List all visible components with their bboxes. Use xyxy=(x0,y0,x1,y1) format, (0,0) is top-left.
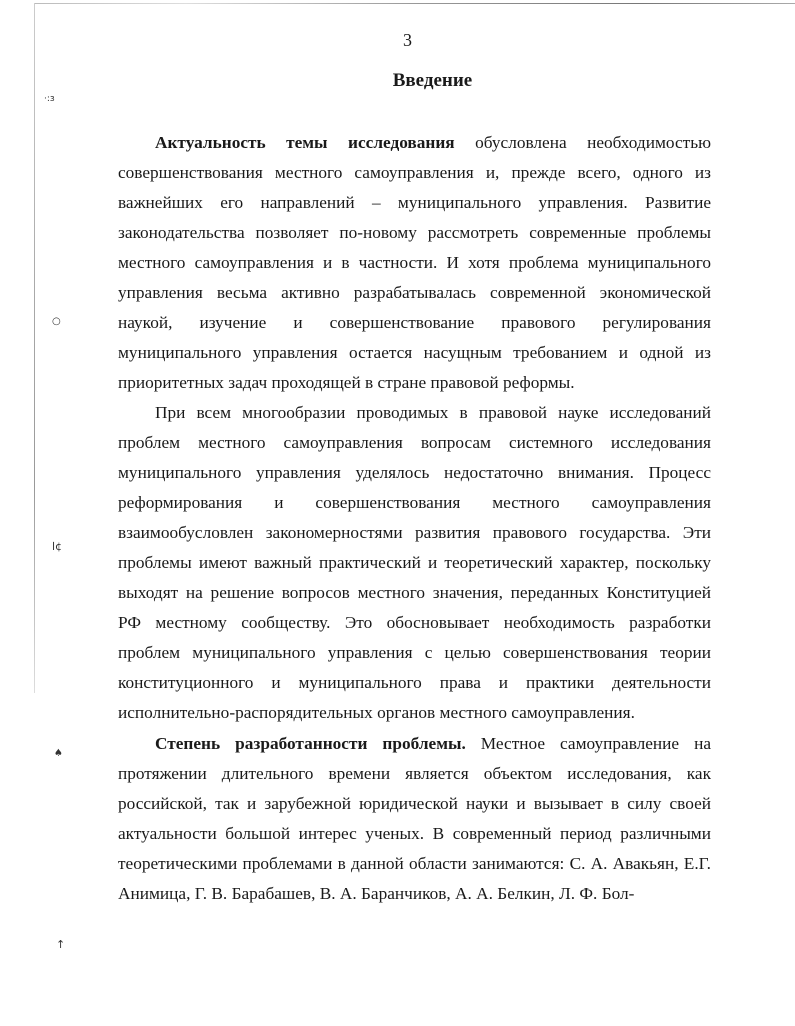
page-heading: Введение xyxy=(392,70,473,91)
paragraph-development-degree xyxy=(118,729,711,909)
paragraph-diversity xyxy=(118,398,711,728)
scan-artifact-mark: ↑ xyxy=(56,938,66,951)
scan-top-edge xyxy=(34,3,795,4)
paragraph-lead-development-degree: Степень разработанности проблемы. xyxy=(155,734,466,753)
scan-artifact-mark: ♠ xyxy=(54,748,63,759)
page-number: 3 xyxy=(403,30,412,50)
paragraph-text-diversity: При всем многообразии проводимых в правовой науке исследований проблем местного самоуправления вопросам системного исследования муниципального управления уделялось недостаточно внимания. Процесс реформирования и совершенствования местного самоуправления взаимообусловлен закономерностями развития правового государства. Эти проблемы имеют важный практический и теоретический характер, поскольку выходят на решение вопросов местного значения, переданных Конституцией РФ местному сообществу. Это обосновывает необходимость разработки проблем муниципального управления с целью совершенствования теории конституционного и муниципального права и практики деятельности исполнительно-распорядительных органов местного самоуправления. xyxy=(118,403,711,722)
scan-artifact-mark: ӏ¢ xyxy=(52,540,63,553)
paragraph-text-development-degree: Местное самоуправление на протяжении длительного времени является объектом исследования, как российской, так и зарубежной юридической науки и вызывает в силу своей актуальности большой интерес ученых. В современный период различными теоретическими проблемами в данной области занимаются: С. А. Авакьян, Е.Г. Анимица, Г. В. Барабашев, В. А. Баранчиков, А. А. Белкин, Л. Ф. Бол- xyxy=(118,734,712,903)
scan-artifact-mark: ·:з xyxy=(44,94,55,104)
paragraph-lead-relevance: Актуальность темы исследования xyxy=(155,133,455,152)
paragraph-relevance xyxy=(118,128,711,398)
paragraph-text-relevance: обусловлена необходимостью совершенствования местного самоуправления и, прежде всего, одного из важнейших его направлений – муниципального управления. Развитие законодательства позволяет по-новому рассмотреть современные проблемы местного самоуправления и в частности. И хотя проблема муниципального управления весьма активно разрабатывалась современной экономической наукой, изучение и совершенствование правового регулирования муниципального управления остается насущным требованием и одной из приоритетных задач проходящей в стране правовой реформы. xyxy=(118,133,711,392)
scan-left-edge xyxy=(34,3,35,693)
scan-artifact-mark: ○ xyxy=(52,316,61,327)
